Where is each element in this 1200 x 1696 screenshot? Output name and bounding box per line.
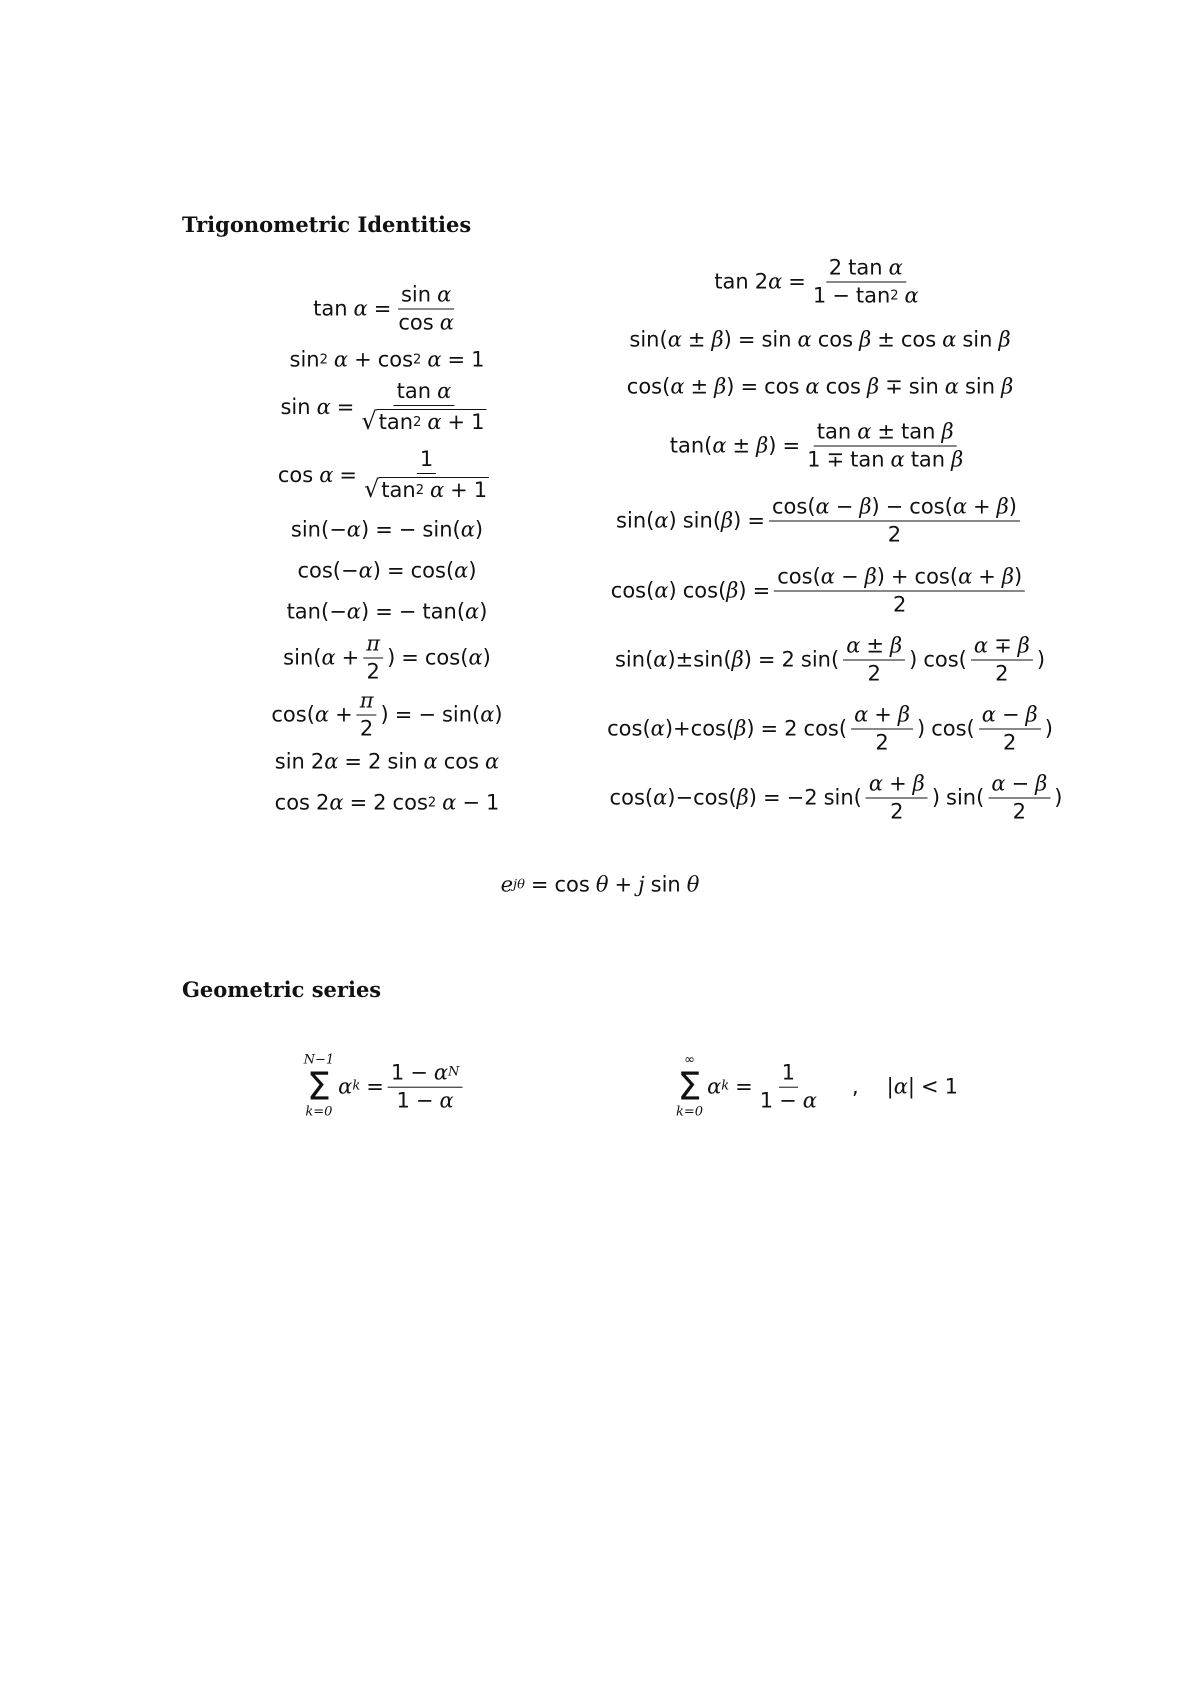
eq-tan-sum: tan ( α ± β ) = tan α ± tan β 1 ∓ tan α tan β <box>669 419 964 472</box>
eq-sin-shift: sin ( α + $\frac{\pi}{2}$ ) = cos ( α ) <box>283 631 491 684</box>
eq-cos-sum-to-product: cos ( α ) + cos ( β ) = 2 cos ( α + β 2 ) cos ( α − β 2 ) <box>607 702 1053 755</box>
geom-heading: Geometric series <box>182 977 382 1002</box>
eq-cos-product: cos ( α ) cos ( β ) = cos ( α − β ) + cos ( α + β ) 2 <box>611 567 1029 616</box>
eq-pythagorean: sin 2 α + cos 2 α = 1 <box>289 347 485 372</box>
eq-cos-diff-to-product: cos ( α ) − cos ( β ) = − 2 sin ( α + β 2 ) sin ( α − β 2 ) <box>609 771 1063 824</box>
eq-sin-product: sin ( α ) sin ( β ) = cos ( α − β ) − cos ( α + β ) 2 <box>616 497 1024 546</box>
eq-sin-sum: sin ( α ± β ) = sin α cos β ± cos α sin β <box>629 327 1011 352</box>
eq-sin-from-tan: sin α = tan α √ tan 2 α + 1 <box>280 379 485 435</box>
eq-cos-shift: cos ( α + $\frac{\pi}{2}$ ) = − sin ( α ) <box>271 688 503 741</box>
eq-infinite-geometric-sum: ∞ Σ k=0 α k = 1 1 − α , | α | < 1 <box>676 1052 958 1120</box>
eq-tan-double: tan 2 α = 2 tan α 1 − tan 2 α <box>714 255 919 308</box>
eq-tan-odd: tan ( − α ) = − tan ( α ) <box>286 599 488 624</box>
eq-cos-from-tan: cos α = 1 √ tan 2 α + 1 <box>277 447 488 503</box>
eq-cos-even: cos ( − α ) = cos ( α ) <box>297 558 477 583</box>
eq-sin-odd: sin ( − α ) = − sin ( α ) <box>290 517 484 542</box>
eq-cos-double: cos 2 α = 2 cos 2 α − 1 <box>274 790 500 815</box>
eq-tan-def: tan α = sin α cos α <box>313 282 454 335</box>
eq-sin-double: sin 2 α = 2 sin α cos α <box>274 749 500 774</box>
eq-euler: e jθ = cos θ + j sin θ <box>500 872 700 897</box>
eq-cos-sum: cos ( α ± β ) = cos α cos β ∓ sin α sin β <box>626 374 1014 399</box>
eq-sin-sum-to-product: sin ( α ) ± sin ( β ) = 2 sin ( α ± β 2 ) cos ( α ∓ β 2 ) <box>614 633 1046 686</box>
trig-heading: Trigonometric Identities <box>182 212 472 237</box>
eq-finite-geometric-sum: N−1 Σ k=0 α k = 1 − α N 1 − α <box>304 1054 467 1121</box>
